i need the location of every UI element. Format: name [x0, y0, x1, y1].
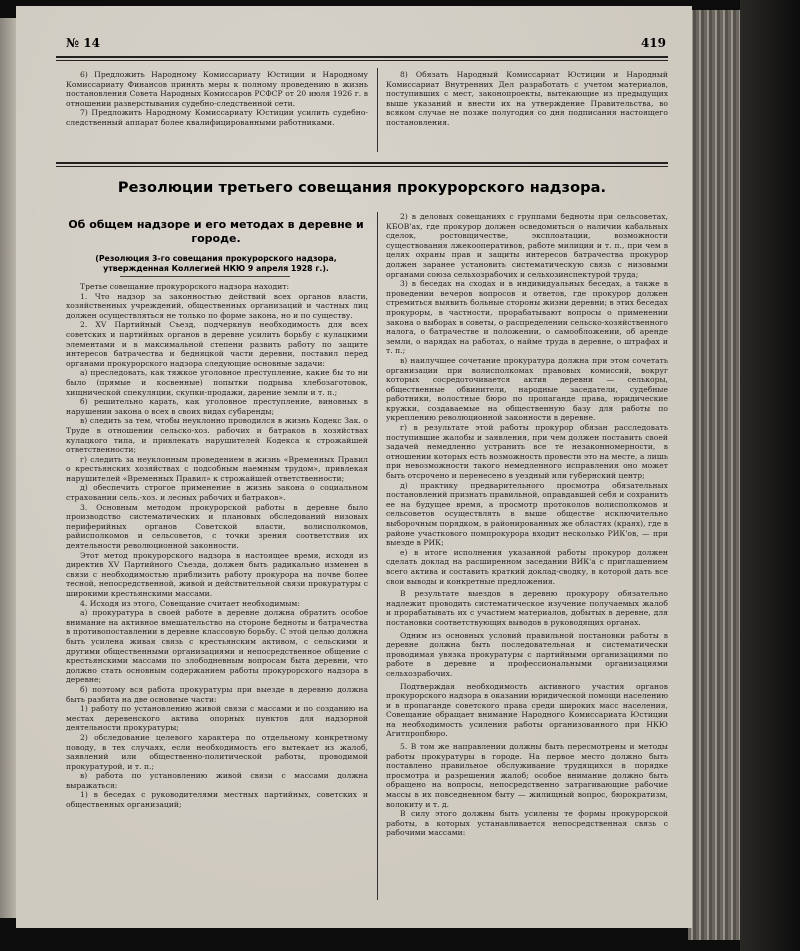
paragraph: 2) в деловых совещаниях с группами бедноты при сельсоветах, КБОВ'ах, где прокурор должен осведомиться о наличии кабальных сделок, ростовщичестве, эксплоатации, возможности существования лжекооперативов, работе милиции и т. п., при чем в целях охраны прав и защиты интересов батрачества прокурор должен заранее установить систематическую связь с низовыми органами союза сельхозрабочих и сельхозинспектурой труда;	[386, 212, 668, 279]
page-title: Резолюции третьего совещания прокурорского надзора.	[117, 180, 607, 196]
paragraph: 8) Обязать Народный Комиссариат Юстиции и Народный Комиссариат Внутренних Дел разработать с учетом материалов, поступивших с мест, законопроекты, вытекающие из предыдущих выше указаний и внести их на утверждение Правительства, во всяком случае не позже полугодия со дня подписания настоящего постановления.	[386, 70, 668, 127]
left-page-edge	[0, 18, 16, 918]
page-number: 419	[640, 36, 666, 50]
paragraph: 1) в беседах с руководителями местных партийных, советских и общественных организаций;	[66, 790, 368, 810]
paragraph: д) обеспечить строгое применение в жизнь закона о социальном страховании сель.-хоз. и лесных рабочих и батраков».	[66, 483, 368, 503]
section-title: Об общем надзоре и его методах в деревне и городе.	[68, 218, 364, 245]
page-stack-edge	[688, 10, 740, 940]
paragraph: 2) обследование целевого характера по отдельному конкретному поводу, в тех случаях, если необходимость его вытекает из жалоб, заявлений или общественно-политической работы, проводимой прокуратурой, и т. п.;	[66, 732, 368, 771]
column-divider	[377, 68, 378, 152]
paragraph: г) следить за неуклонным проведением в жизнь «Временных Правил о крестьянских хозяйствах с подсобным наемным трудом», привлекая нарушителей «Временных Правил» к строжайшей ответственности;	[66, 454, 368, 483]
paragraph: 4. Исходя из этого, Совещание считает необходимым:	[80, 598, 300, 608]
paragraph: в) работа по установлению живой связи с массами должна выражаться:	[66, 771, 368, 790]
paragraph: 5. В том же направлении должны быть пересмотрены и методы работы прокуратуры в городе. На первое место должно быть поставлено правильное обслуживание трудящихся в порядке просмотра и разрешения жалоб; особое внимание должно быть обращено на вопросы, непосредственно затрагивающие рабочие массы в их повседневном быту — жилищный вопрос, бюрократизм, волокиту и т. д.	[386, 742, 668, 809]
paragraph: 3) в беседах на сходах и в индивидуальных беседах, а также в проведении вечеров вопросов и ответов, где прокурор должен стремиться выявить больные стороны жизни деревни; в этих беседах прокуроры, в частности, прорабатывают вопросы о применении закона о выборах в советы, о распределении сельско-хозяйственного налога, о батрачестве и положении, о самообложении, об аренде земли, о нарядах на работах, о найме труда в деревне, о штрафах и т. п.;	[386, 279, 668, 356]
paragraph: г) в результате этой работы прокурор обязан расследовать поступившие жалобы и заявления, при чем должен поставить своей задачей немедленно устранить все те незаконномерности, в отношении которых есть возможность провести это на месте, а лишь при невозможности такого немедленного исправления оно может быть отсрочено и перенесено в уездный или губернский центр;	[386, 423, 668, 481]
book-binding	[740, 0, 800, 951]
issue-number: № 14	[66, 36, 100, 50]
paragraph: 6) Предложить Народному Комиссариату Юстиции и Народному Комиссариату Финансов принять меры к полному проведению в жизнь постановления Совета Народных Комиссаров РСФСР от 20 июля 1926 г. в отношении разверстывания судебно-следственной сети.	[66, 70, 368, 108]
top-left-column	[66, 70, 368, 128]
paragraph: 1. Что надзор за законностью действий всех органов власти, хозяйственных учреждений, общественных организаций и частных лиц должен осуществляться не только по форме закона, но и по существу.	[66, 291, 368, 320]
section-rule-thin	[56, 166, 668, 167]
paragraph: 7) Предложить Народному Комиссариату Юстиции усилить судебно-следственный аппарат более квалифицированными работниками.	[66, 108, 368, 127]
paragraph: 2. XV Партийный Съезд, подчеркнув необходимость для всех советских и партийных органов в деревне усилить борьбу с кулацкими элементами и в максимальной степени развить работу по защите интересов батрачества и бедняцкой части деревни, поставил перед органами прокурорского надзора следующие основные задачи:	[66, 320, 368, 368]
header-rule-thin	[56, 60, 668, 61]
paragraph: в) наилучшее сочетание прокуратура должна при этом сочетать организации при волисполкомах правовых комиссий, вокруг которых сосредоточивается актив деревни — селькоры, общественные обвинители, народные заседатели, судебные работники, волостные бюро по пропаганде права, юридические кружки, создаваемые на общественную базу для работы по укреплению революционной законности в деревне.	[386, 355, 668, 423]
right-column	[386, 212, 668, 838]
top-right-column	[386, 70, 668, 128]
section-rule	[56, 162, 668, 164]
paragraph: д) практику предварительного просмотра обязательных постановлений признать правильной, оправдавшей себя и сохранить ее на будущее время, а просмотр протоколов волисполкомов и сельсоветов осуществлять в выше обществе исключительно выборочным порядком, в районированных же областях (краях), где в районе участкового помпрокурора входит несколько РИК'ов, — при выезде в РИК;	[386, 480, 668, 548]
column-divider	[377, 212, 378, 900]
paragraph: 3. Основным методом прокурорской работы в деревне было производство систематических и плановых обследований низовых периферийных органов Советской власти, волисполкомов, райисполкомов и сельсоветов, с точки зрения соответствия их деятельности революционной законности.	[66, 502, 368, 551]
paragraph: В силу этого должны быть усилены те формы прокурорской работы, в которых устанавливается непосредственная связь с рабочими массами:	[386, 809, 668, 838]
paragraph: Третье совещание прокурорского надзора находит:	[80, 282, 290, 291]
paragraph: б) решительно карать, как уголовное преступление, виновных в нарушении закона о всех в своих видах субаренды;	[66, 397, 368, 416]
paragraph: б) поэтому вся работа прокуратуры при выезде в деревню должна быть разбита на две основные части:	[66, 684, 368, 704]
paragraph: Этот метод прокурорского надзора в настоящее время, исходя из директив XV Партийного Съезда, должен быть радикально изменен в связи с необходимостью приблизить работу прокурора на почве более тесной, непосредственной, живой и действительной связи прокуратуры с широкими крестьянскими массами.	[66, 550, 368, 598]
paragraph: а) преследовать, как тяжкое уголовное преступление, какие бы то ни было (прямые и косвенные) попытки подрыва хлебозаготовок, хищнической спекуляции, скупки-продажи, дарение земли и т. п.;	[66, 368, 368, 397]
paragraph: Подтверждая необходимость активного участия органов прокурорского надзора в оказании юридической помощи населению и в пропаганде советского права среди широких масс населения, Совещание обращает внимание Народного Комиссариата Юстиции на необходимость усиления работы организованного при НКЮ Агитпропбюро.	[386, 681, 668, 739]
note-separator	[120, 276, 290, 277]
paragraph: В результате выездов в деревню прокурору обязательно надлежит проводить систематическое изучение получаемых жалоб и прорабатывать их с участием материалов, добытых в деревне, для постановки соответствующих выводов в руководящих органах.	[386, 589, 668, 627]
header-rule	[56, 56, 668, 58]
paragraph: Одним из основных условий правильной постановки работы в деревне должна быть последовательная и систематически проводимая увязка прокуратуры с партийными организациями по работе в деревне и профессиональными организациями сельхозрабочих.	[386, 630, 668, 678]
paragraph: е) в итоге исполнения указанной работы прокурор должен сделать доклад на расширенном заседании ВИК'а с приглашением всего актива и составить краткий доклад-сводку, в которой дать все свои выводы и конкретные предложения.	[386, 547, 668, 586]
paragraph: в) следить за тем, чтобы неуклонно проводился в жизнь Кодекс Зак. о Труде в отношении сельско-хоз. рабочих и батраков в хозяйствах кулацкого типа, и привлекать нарушителей Кодекса к строжайшей ответственности;	[66, 416, 368, 455]
left-column	[66, 282, 368, 810]
paragraph: 1) работу по установлению живой связи с массами и по созданию на местах деревенского актива опорных пунктов для надзорной деятельности прокуратуры;	[66, 704, 368, 733]
paragraph: а) прокуратура в своей работе в деревне должна обратить особое внимание на активное вмешательство на стороне бедноты и батрачества в противопоставлении в деревне классовую борьбу. С этой целью должна быть усилена живая связь с крестьянским активом, с сельскими и другими общественными организациями и непосредственное общение с крестьянскими массами по злободневным вопросам быта деревни, что должно стать основным содержанием работы прокурорского надзора в деревне;	[66, 608, 368, 685]
resolution-note: (Резолюция 3-го совещания прокурорского надзора, утвержденная Коллегией НКЮ 9 апреля 1928 г.).	[95, 254, 337, 273]
